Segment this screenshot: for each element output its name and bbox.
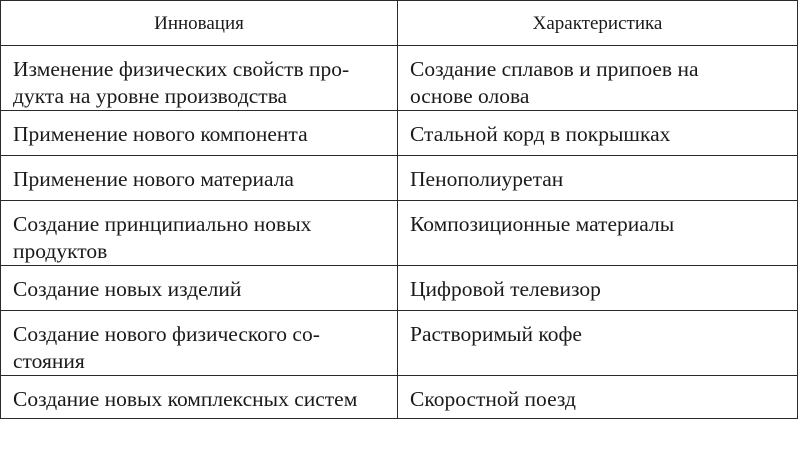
table-row [1, 266, 798, 311]
innovation-cell: Применение нового компонента [1, 111, 398, 156]
characteristic-line: основе олова [410, 84, 530, 108]
table-header-row [1, 1, 798, 46]
innovation-line: дукта на уровне производства [13, 84, 288, 108]
innovation-cell [1, 201, 398, 266]
characteristic-cell: Пенополиуретан [398, 156, 798, 201]
innovation-line: стояния [13, 349, 85, 373]
table-row [1, 201, 798, 266]
header-characteristic: Характеристика [398, 1, 798, 46]
innovation-line: Создание принципиально новых [13, 212, 312, 236]
innovation-cell: Создание новых комплексных систем [1, 376, 398, 419]
header-innovation: Инновация [1, 1, 398, 46]
characteristic-cell: Цифровой телевизор [398, 266, 798, 311]
innovation-cell [1, 46, 398, 111]
table-row [1, 311, 798, 376]
innovation-cell [1, 311, 398, 376]
characteristic-cell: Стальной корд в покрышках [398, 111, 798, 156]
characteristic-line: Создание сплавов и припоев на [410, 57, 699, 81]
innovation-cell: Применение нового материала [1, 156, 398, 201]
characteristic-cell: Растворимый кофе [398, 311, 798, 376]
innovation-cell: Создание новых изделий [1, 266, 398, 311]
characteristic-cell: Композиционные материалы [398, 201, 798, 266]
table-row [1, 156, 798, 201]
innovation-line: Изменение физических свойств про- [13, 57, 350, 81]
characteristic-cell [398, 46, 798, 111]
table-row [1, 46, 798, 111]
characteristic-cell: Скоростной поезд [398, 376, 798, 419]
table-row [1, 111, 798, 156]
innovation-line: Создание нового физического со- [13, 322, 320, 346]
innovation-line: продуктов [13, 239, 108, 263]
table-row [1, 376, 798, 419]
